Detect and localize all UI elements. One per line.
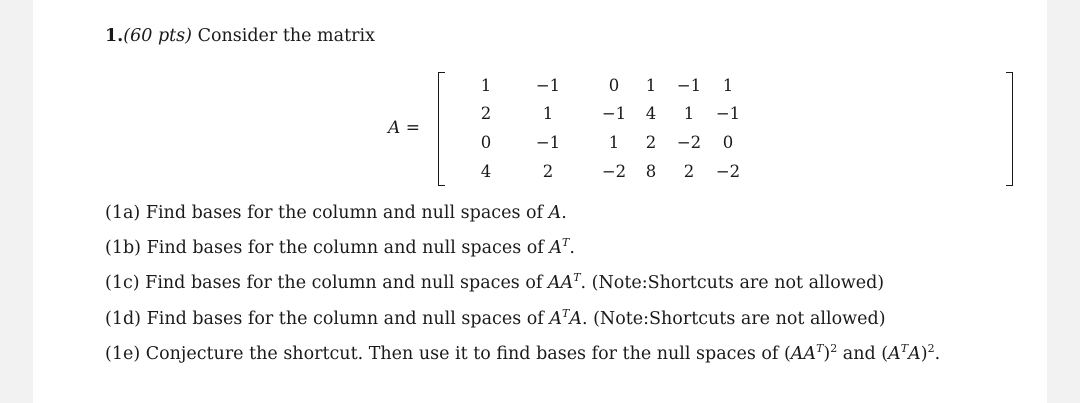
math-expression: A bbox=[569, 308, 582, 329]
matrix-cell: 4 bbox=[645, 104, 657, 123]
matrix-variable: A bbox=[388, 118, 401, 138]
matrix-row bbox=[440, 158, 1010, 186]
math-expression: A bbox=[888, 343, 901, 364]
matrix-cell: 0 bbox=[480, 133, 492, 152]
matrix-cell: −2 bbox=[601, 162, 627, 181]
math-expression: A bbox=[549, 238, 562, 259]
matrix-cell: 1 bbox=[722, 76, 734, 95]
matrix-cell: 1 bbox=[645, 76, 657, 95]
paren: ) bbox=[823, 343, 831, 364]
matrix-cell: 2 bbox=[645, 133, 657, 152]
question-text: . bbox=[934, 343, 941, 364]
problem-header bbox=[105, 24, 375, 48]
question-list bbox=[105, 199, 940, 369]
question-label: (1d) bbox=[105, 308, 141, 329]
transpose-superscript: T bbox=[573, 271, 581, 285]
matrix-cell: −1 bbox=[715, 104, 741, 123]
question-text: Conjecture the shortcut. Then use it to find bases for the null spaces of bbox=[145, 343, 784, 364]
question-text: . (Note:Shortcuts are not allowed) bbox=[581, 308, 886, 329]
question-1d bbox=[105, 299, 940, 334]
math-expression: AA bbox=[547, 273, 574, 294]
math-expression: A bbox=[908, 343, 921, 364]
question-text: Find bases for the column and null spaces of bbox=[146, 238, 550, 259]
matrix-cell: −1 bbox=[535, 133, 561, 152]
transpose-superscript: T bbox=[561, 236, 570, 250]
question-1b bbox=[105, 228, 940, 263]
document-page bbox=[33, 0, 1047, 403]
question-1a bbox=[105, 199, 940, 228]
question-label: (1a) bbox=[105, 203, 141, 223]
question-label: (1e) bbox=[105, 343, 141, 364]
math-expression: A bbox=[549, 308, 562, 329]
paren: ) bbox=[920, 343, 928, 364]
question-text: . bbox=[561, 203, 567, 223]
question-label: (1c) bbox=[105, 273, 140, 294]
math-expression: A bbox=[548, 203, 562, 223]
transpose-superscript: T bbox=[816, 341, 824, 355]
matrix-cell: −1 bbox=[676, 76, 702, 95]
matrix-cell: 1 bbox=[608, 133, 620, 152]
problem-points: (60 pts) bbox=[123, 26, 192, 46]
matrix-row bbox=[440, 72, 1010, 100]
problem-number: 1. bbox=[105, 26, 124, 46]
question-text: Find bases for the column and null spaces of bbox=[145, 273, 548, 294]
transpose-superscript: T bbox=[900, 341, 909, 355]
matrix-cell: 0 bbox=[722, 133, 734, 152]
paren: ( bbox=[881, 343, 889, 364]
matrix-row bbox=[440, 100, 1010, 128]
matrix-cell: 4 bbox=[480, 162, 492, 181]
matrix-cell: 0 bbox=[608, 76, 620, 95]
matrix-row bbox=[440, 129, 1010, 157]
question-1e bbox=[105, 334, 940, 369]
matrix-cell: −1 bbox=[601, 104, 627, 123]
question-text: . (Note:Shortcuts are not allowed) bbox=[580, 273, 885, 294]
matrix-cell: 2 bbox=[542, 162, 554, 181]
question-text: Find bases for the column and null spaces of bbox=[146, 308, 550, 329]
question-text: Find bases for the column and null spaces of bbox=[145, 203, 549, 223]
power-superscript: 2 bbox=[830, 341, 838, 355]
paren: ( bbox=[783, 343, 791, 364]
matrix-cell: 1 bbox=[683, 104, 695, 123]
matrix-cell: 2 bbox=[683, 162, 695, 181]
matrix-cell: −2 bbox=[676, 133, 702, 152]
problem-intro: Consider the matrix bbox=[197, 26, 375, 46]
matrix-cell: 1 bbox=[542, 104, 554, 123]
question-1c bbox=[105, 263, 940, 298]
matrix-cell: −2 bbox=[715, 162, 741, 181]
matrix-cell: 2 bbox=[480, 104, 492, 123]
matrix-cell: 8 bbox=[645, 162, 657, 181]
matrix-cell: 1 bbox=[480, 76, 492, 95]
matrix-cell: −1 bbox=[535, 76, 561, 95]
equals-sign: = bbox=[405, 118, 420, 138]
question-text: . bbox=[569, 238, 575, 259]
math-expression: AA bbox=[790, 343, 817, 364]
power-superscript: 2 bbox=[927, 341, 935, 355]
question-label: (1b) bbox=[105, 238, 141, 259]
matrix-label bbox=[388, 118, 420, 138]
transpose-superscript: T bbox=[561, 306, 570, 320]
question-text: and bbox=[837, 343, 882, 364]
